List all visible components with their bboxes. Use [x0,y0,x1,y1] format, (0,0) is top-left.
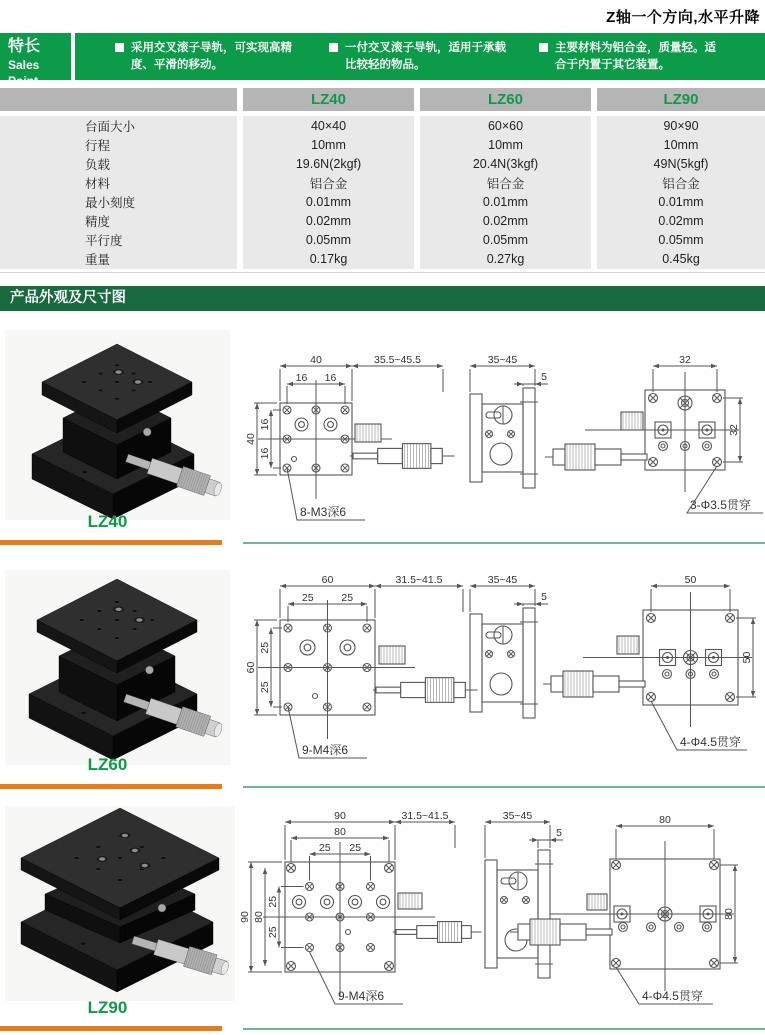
salespoint-title-zh: 特长 [8,38,41,55]
salespoint-bullet [115,40,303,73]
dim-label: 90 [239,911,251,923]
stage-illustration [5,806,235,1001]
dim-label: 35.5~45.5 [373,354,422,366]
dim-label: 60 [321,574,334,586]
row-label: 平行度 [0,231,237,250]
cell-value: 0.01mm [597,192,765,211]
model-label: LZ90 [87,998,128,1017]
dim-label: 40 [245,433,257,445]
salespoint-title-block [0,33,71,88]
model-label: LZ60 [87,755,128,774]
cell-value: 90×90 [597,116,765,135]
column-header: LZ60 [420,88,591,111]
dim-label: 4-Φ4.5贯穿 [642,989,703,1003]
cell-value: 铝合金 [597,173,765,192]
dimension-drawing-lz90 [235,792,765,1032]
side-view [485,810,563,978]
row-label: 重量 [0,250,237,269]
dim-label: 5 [541,371,547,383]
dimension-drawing-lz60 [235,550,765,782]
cell-value: 0.05mm [420,231,591,250]
product-photo-lz90 [5,806,235,1001]
dim-label: 31.5~41.5 [395,574,443,586]
cell-value: 19.6N(2kgf) [243,154,414,173]
divider-orange [0,1026,222,1031]
dim-label: 31.5~41.5 [401,810,449,822]
cell-value: 49N(5kgf) [597,154,765,173]
dim-label: 32 [728,424,740,436]
dim-label: 25 [267,926,279,939]
dim-label: 16 [259,418,271,431]
dim-label: 25 [301,592,314,604]
product-photo-lz40 [5,330,230,520]
salespoint-bullet-text: 一付交叉滚子导轨，适用于承载比较轻的物品。 [345,41,506,71]
dim-label: 25 [267,895,279,908]
bullet-square-icon [329,43,338,52]
plan-view [239,810,481,1004]
spec-table-body [0,116,765,269]
dim-label: 35~45 [487,574,518,586]
dim-label: 3-Φ3.5贯穿 [690,498,751,512]
divider-green [243,786,765,788]
rear-view [510,814,738,1004]
dim-label: 25 [349,842,362,854]
dim-label: 5 [541,591,547,603]
column-header-blank [0,88,237,111]
plan-view [245,354,455,520]
dim-label: 25 [318,842,331,854]
cell-value: 铝合金 [243,173,414,192]
cell-value: 0.01mm [420,192,591,211]
cell-value: 60×60 [420,116,591,135]
cell-value: 40×40 [243,116,414,135]
row-label: 台面大小 [0,116,237,135]
dim-label: 80 [334,826,346,838]
dim-label: 16 [295,372,308,384]
section-title-bar: 产品外观及尺寸图 [0,286,765,311]
dim-label: 8-M3深6 [300,505,347,519]
cell-value: 0.02mm [597,211,765,230]
salespoint-bullet [329,40,513,73]
dim-label: 25 [259,681,271,694]
dim-label: 35~45 [502,810,533,822]
dim-label: 60 [245,661,257,674]
model-label: LZ40 [87,512,128,531]
dim-label: 35~45 [487,354,518,366]
cell-value: 10mm [243,135,414,154]
rear-view [543,574,756,750]
cell-value: 铝合金 [420,173,591,192]
divider-orange [0,784,222,789]
dim-label: 25 [341,592,354,604]
page-note: Z轴一个方向,水平升降 [606,9,760,26]
dim-label: 9-M4深6 [338,989,385,1003]
dim-label: 25 [259,641,271,654]
dim-label: 40 [310,354,322,366]
bullet-square-icon [539,43,548,52]
salespoint-bullet-text: 采用交叉滚子导轨，可实现高精度、平滑的移动。 [131,41,292,71]
rear-view [545,354,763,513]
bullet-square-icon [115,43,124,52]
row-label: 材料 [0,173,237,192]
dim-label: 50 [741,651,753,664]
dim-label: 50 [684,574,697,586]
salespoint-bar [75,33,765,80]
dim-label: 4-Φ4.5贯穿 [680,735,741,749]
dim-label: 9-M4深6 [302,743,349,757]
salespoint-bullet-text: 主要材料为铝合金，质量轻。适合于内置于其它装置。 [555,41,716,71]
cell-value: 0.02mm [243,211,414,230]
cell-value: 0.27kg [420,250,591,269]
cell-value: 0.01mm [243,192,414,211]
dim-label: 80 [659,814,671,826]
dim-label: 80 [253,911,265,923]
spec-table-header [0,88,765,111]
dimension-drawing-lz40 [235,328,765,540]
dim-label: 16 [259,447,271,460]
stage-illustration [5,570,230,765]
salespoint-bullet [539,40,717,73]
dim-label: 80 [723,908,735,920]
divider-green [243,542,765,544]
cell-value: 0.05mm [243,231,414,250]
cell-value: 0.45kg [597,250,765,269]
column-header: LZ90 [597,88,765,111]
divider-green [243,1028,765,1030]
cell-value: 10mm [420,135,591,154]
cell-value: 20.4N(3kgf) [420,154,591,173]
product-photo-lz60 [5,570,230,765]
row-label: 负载 [0,154,237,173]
cell-value: 0.02mm [420,211,591,230]
row-label: 行程 [0,135,237,154]
row-label: 最小刻度 [0,192,237,211]
dim-label: 5 [556,827,562,839]
divider-orange [0,540,222,545]
side-view [470,354,548,488]
plan-view [245,574,478,758]
side-view [470,574,548,718]
dim-label: 32 [679,354,691,366]
dim-label: 90 [334,810,346,822]
salespoint-title-en: Sales Point [8,58,40,88]
stage-illustration [5,330,230,520]
dim-label: 16 [324,372,337,384]
column-header: LZ40 [243,88,414,111]
divider-line [0,272,765,273]
spec-table [0,88,765,269]
cell-value: 0.17kg [243,250,414,269]
cell-value: 0.05mm [597,231,765,250]
row-label: 精度 [0,211,237,230]
cell-value: 10mm [597,135,765,154]
